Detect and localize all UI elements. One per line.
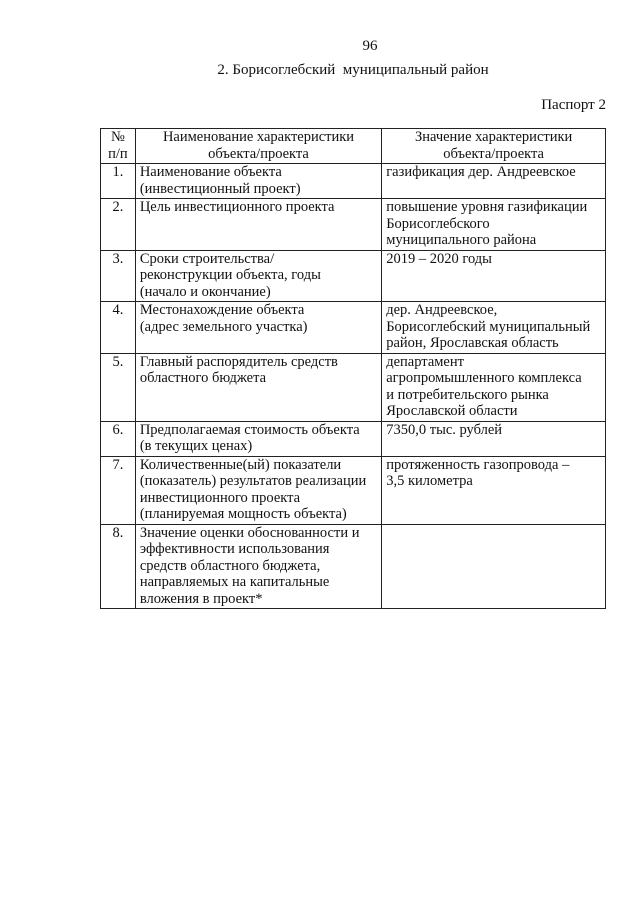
characteristic-value-cell: газификация дер. Андреевское bbox=[382, 164, 606, 199]
table-row bbox=[101, 456, 606, 524]
characteristic-name-cell: Наименование объекта (инвестиционный проект) bbox=[135, 164, 381, 199]
row-number-cell: 5. bbox=[101, 353, 136, 421]
passport-label: Паспорт 2 bbox=[541, 97, 606, 113]
table-row bbox=[101, 353, 606, 421]
section-title: 2. Борисоглебский муниципальный район bbox=[217, 62, 489, 78]
table-row bbox=[101, 250, 606, 302]
characteristic-value-cell: департамент агропромышленного комплекса и потребительского рынка Ярославской области bbox=[382, 353, 606, 421]
header-name: Наименование характеристики объекта/проекта bbox=[135, 129, 381, 164]
characteristic-name-cell: Сроки строительства/ реконструкции объекта, годы (начало и окончание) bbox=[135, 250, 381, 302]
characteristic-value-cell: повышение уровня газификации Борисоглебского муниципального района bbox=[382, 199, 606, 251]
table-body bbox=[101, 164, 606, 609]
characteristic-name-cell: Цель инвестиционного проекта bbox=[135, 199, 381, 251]
characteristic-value-cell bbox=[382, 524, 606, 609]
row-number-cell: 6. bbox=[101, 421, 136, 456]
characteristic-name-cell: Значение оценки обоснованности и эффективности использования средств областного бюджета, направляемых на капитальные вложения в проект* bbox=[135, 524, 381, 609]
row-number-cell: 3. bbox=[101, 250, 136, 302]
row-number-cell: 4. bbox=[101, 302, 136, 354]
characteristic-name-cell: Главный распорядитель средств областного бюджета bbox=[135, 353, 381, 421]
characteristic-value-cell: дер. Андреевское, Борисоглебский муниципальный район, Ярославская область bbox=[382, 302, 606, 354]
characteristic-name-cell: Местонахождение объекта (адрес земельного участка) bbox=[135, 302, 381, 354]
characteristic-value-cell: протяженность газопровода – 3,5 километра bbox=[382, 456, 606, 524]
header-num: № п/п bbox=[101, 129, 136, 164]
row-number-cell: 1. bbox=[101, 164, 136, 199]
passport-table bbox=[100, 128, 606, 609]
row-number-cell: 8. bbox=[101, 524, 136, 609]
page-number: 96 bbox=[362, 38, 378, 54]
table-row bbox=[101, 199, 606, 251]
characteristic-name-cell: Предполагаемая стоимость объекта (в текущих ценах) bbox=[135, 421, 381, 456]
table-row bbox=[101, 164, 606, 199]
row-number-cell: 2. bbox=[101, 199, 136, 251]
row-number-cell: 7. bbox=[101, 456, 136, 524]
table-row bbox=[101, 421, 606, 456]
characteristic-value-cell: 7350,0 тыс. рублей bbox=[382, 421, 606, 456]
characteristic-name-cell: Количественные(ый) показатели (показатель) результатов реализации инвестиционного проекта (планируемая мощность объекта) bbox=[135, 456, 381, 524]
table-row bbox=[101, 524, 606, 609]
characteristic-value-cell: 2019 – 2020 годы bbox=[382, 250, 606, 302]
table-row bbox=[101, 302, 606, 354]
header-value: Значение характеристики объекта/проекта bbox=[382, 129, 606, 164]
table-header-row bbox=[101, 129, 606, 164]
